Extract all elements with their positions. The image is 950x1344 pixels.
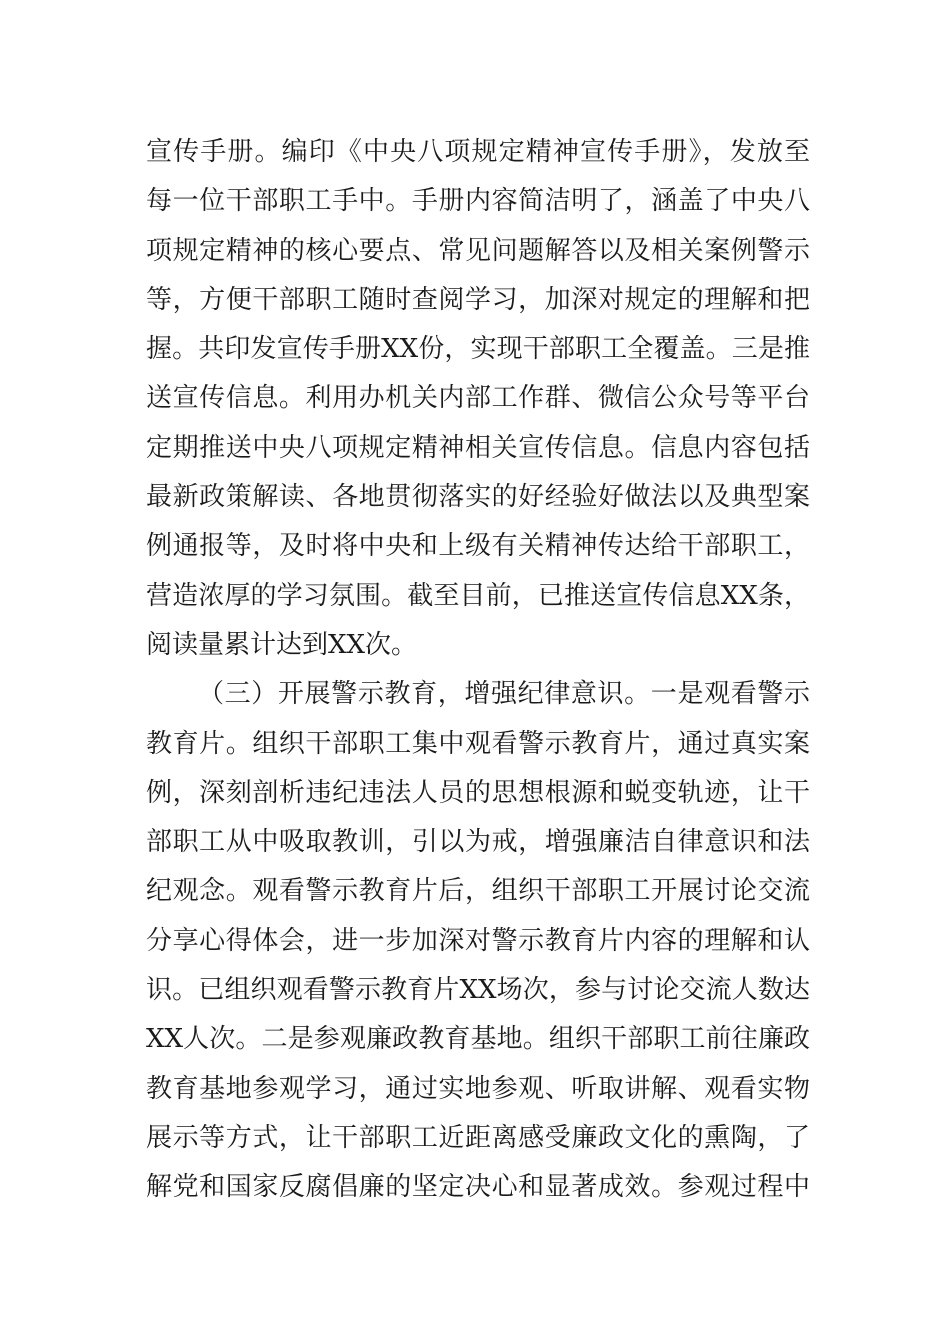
text-line-7: 定期推送中央八项规定精神相关宣传信息。信息内容包括 (146, 432, 810, 463)
text-line-8: 最新政策解读、各地贯彻落实的好经验好做法以及典型案 (146, 482, 810, 513)
text-line-11: 阅读量累计达到XX次。 (146, 629, 418, 660)
section-heading-line: （三）开展警示教育，增强纪律意识。一是观看警示 (198, 679, 810, 710)
body-text (146, 128, 810, 1213)
text-line-16: 纪观念。观看警示教育片后，组织干部职工开展讨论交流 (146, 876, 810, 907)
text-line-18: 识。已组织观看警示教育片XX场次，参与讨论交流人数达 (146, 975, 810, 1006)
text-line-19: XX人次。二是参观廉政教育基地。组织干部职工前往廉政 (146, 1024, 810, 1055)
text-line-2: 每一位干部职工手中。手册内容简洁明了，涵盖了中央八 (146, 186, 810, 217)
text-line-10: 营造浓厚的学习氛围。截至目前，已推送宣传信息XX条， (146, 580, 810, 611)
text-line-20: 教育基地参观学习，通过实地参观、听取讲解、观看实物 (146, 1073, 810, 1104)
text-line-4: 等，方便干部职工随时查阅学习，加深对规定的理解和把 (146, 284, 810, 315)
text-line-22: 解党和国家反腐倡廉的坚定决心和显著成效。参观过程中 (146, 1172, 810, 1203)
text-line-1: 宣传手册。编印《中央八项规定精神宣传手册》，发放至 (146, 137, 810, 167)
text-line-5: 握。共印发宣传手册XX份，实现干部职工全覆盖。三是推 (146, 334, 810, 365)
text-line-15: 部职工从中吸取教训，引以为戒，增强廉洁自律意识和法 (146, 827, 810, 858)
text-line-3: 项规定精神的核心要点、常见问题解答以及相关案例警示 (146, 235, 810, 266)
text-line-13: 教育片。组织干部职工集中观看警示教育片，通过真实案 (146, 728, 810, 759)
text-line-14: 例，深刻剖析违纪违法人员的思想根源和蜕变轨迹，让干 (146, 777, 810, 808)
text-line-6: 送宣传信息。利用办机关内部工作群、微信公众号等平台 (146, 383, 810, 414)
text-line-21: 展示等方式，让干部职工近距离感受廉政文化的熏陶，了 (146, 1122, 810, 1153)
text-line-17: 分享心得体会，进一步加深对警示教育片内容的理解和认 (146, 925, 810, 956)
text-line-9: 例通报等，及时将中央和上级有关精神传达给干部职工， (146, 531, 810, 562)
